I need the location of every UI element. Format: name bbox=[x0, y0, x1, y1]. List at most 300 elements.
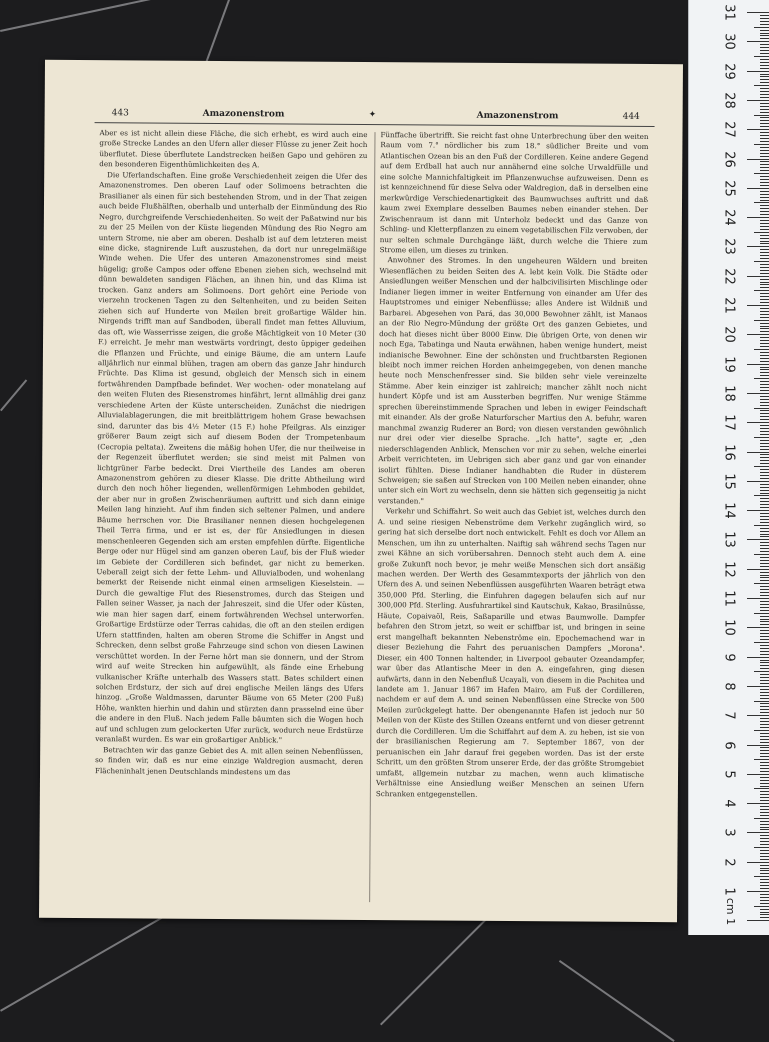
ruler-tick bbox=[760, 279, 769, 280]
ruler-number: 14 bbox=[721, 502, 737, 519]
ruler-tick bbox=[760, 241, 769, 242]
ruler-tick bbox=[760, 753, 769, 754]
ruler-tick bbox=[760, 226, 769, 227]
ruler-tick bbox=[760, 903, 769, 904]
ruler-tick bbox=[760, 308, 769, 309]
ruler-number: 21 bbox=[721, 297, 737, 314]
ruler-tick bbox=[760, 194, 769, 195]
ruler-tick bbox=[760, 572, 769, 573]
ruler-tick bbox=[760, 267, 769, 268]
ruler-tick bbox=[760, 619, 769, 620]
ruler-tick bbox=[760, 68, 769, 69]
ruler-tick bbox=[760, 616, 769, 617]
ruler-number: 25 bbox=[721, 180, 737, 197]
ruler-tick bbox=[760, 545, 769, 546]
left-text-column bbox=[94, 128, 367, 915]
ruler-tick bbox=[760, 59, 769, 60]
ruler-tick bbox=[754, 788, 769, 789]
ruler-tick bbox=[760, 182, 769, 183]
ruler-tick bbox=[747, 803, 769, 804]
ruler-tick bbox=[760, 53, 769, 54]
ruler-tick bbox=[760, 534, 769, 535]
ruler-tick bbox=[754, 730, 769, 731]
ruler-tick bbox=[760, 208, 769, 209]
ruler-tick bbox=[760, 513, 769, 514]
ruler-tick bbox=[760, 651, 769, 652]
ruler-number: 7 bbox=[721, 711, 737, 720]
ruler-number: 27 bbox=[721, 121, 737, 138]
right-running-title: Amazonenstrom bbox=[476, 110, 559, 122]
ruler-tick bbox=[760, 47, 769, 48]
paragraph: Verkehr und Schiffahrt. So weit auch das Gebiet ist, welches durch den A. und seine riesigen Nebenströme dem Verkehr zugänglich wird, so gering hat sich derselbe dort noch entwickelt. Fehlt es doch vor Allem an Menschen, um ihn zu unterhalten. Naiftig sah während sechs Tagen nur zwei Kähne an sich vorübersahren. Dennoch steht auch dem A. eine große Zukunft noch bevor, je mehr weiße Menschen sich dort ansäßig machen werden. Der Werth des Gesammtexports der jährlich von den Ufern des A. und seinen Nebenflüssen ausgeführten Waaren beträgt etwa 350,000 Pfd. Sterling, die Einfuhren dagegen belaufen sich auf nur 300,000 Pfd. Sterling. Ausfuhrartikel sind Kautschuk, Kakao, Brasilnüsse, Häute, Copaivaöl, Reis, Saßaparille und etwas Baumwolle. Dampfer befahren den Strom jetzt, so weit er schiffbar ist, und bringen in seine erst mangelhaft bekannten Nebenströme ein. Epochemachend war in dieser Beziehung die Fahrt des peruanischen Dampfers „Morona". Dieser, ein 400 Tonnen haltender, in Liverpool gebauter Ozeandampfer, war über das Atlantische Meer in den A. eingefahren, ging diesen aufwärts, dann in den Nebenfluß Ucayali, von diesem in die Pachitea und landete am 1. Januar 1867 im Hafen Mairo, am Fuß der Cordilleren, nachdem er auf dem A. und seinen Nebenflüssen eine Strecke von 500 Meilen zurückgelegt hatte. Der obengenannte Hafen ist jedoch nur 50 Meilen von der Küste des Stillen Ozeans entfernt und von dieser getrennt durch die Cordilleren. Um die Schiffahrt auf dem A. zu heben, ist sie von der brasilianischen Regierung am 7. September 1867, von der peruanischen ein Jahr darauf frei gegeben worden. Das ist der erste Schritt, um den größten Strom unserer Erde, der das größte Stromgebiet umfaßt, allgemein nutzbar zu machen, wenn auch klimatische Verhältnisse eine Ansiedlung weißer Menschen an seinen Ufern Schranken entgegenstellen. bbox=[375, 506, 646, 799]
ruler-tick bbox=[760, 326, 769, 327]
ruler-tick bbox=[760, 367, 769, 368]
ruler-tick bbox=[760, 692, 769, 693]
ruler-tick bbox=[760, 138, 769, 139]
ruler-tick bbox=[760, 475, 769, 476]
ruler-tick bbox=[760, 786, 769, 787]
ruler-tick bbox=[760, 120, 769, 121]
ruler-tick bbox=[760, 161, 769, 162]
ruler-tick bbox=[760, 457, 769, 458]
ruler-tick bbox=[754, 554, 769, 555]
ruler-tick bbox=[760, 756, 769, 757]
ruler-tick bbox=[760, 179, 769, 180]
ruler-tick bbox=[747, 100, 769, 101]
ruler-tick bbox=[760, 396, 769, 397]
ruler-tick bbox=[760, 352, 769, 353]
ruler-tick bbox=[760, 610, 769, 611]
ruler-tick bbox=[760, 621, 769, 622]
ruler-tick bbox=[760, 580, 769, 581]
ruler-tick bbox=[760, 191, 769, 192]
ruler-tick bbox=[760, 147, 769, 148]
ruler-tick bbox=[760, 841, 769, 842]
ruler-tick bbox=[760, 856, 769, 857]
ruler-tick bbox=[760, 689, 769, 690]
left-page-number: 443 bbox=[111, 108, 129, 119]
ruler-tick bbox=[760, 516, 769, 517]
ruler-tick bbox=[760, 780, 769, 781]
ruler-tick bbox=[760, 311, 769, 312]
ruler-tick bbox=[760, 117, 769, 118]
ruler-tick bbox=[760, 123, 769, 124]
ruler-tick bbox=[760, 695, 769, 696]
ruler-tick bbox=[760, 273, 769, 274]
ruler-tick bbox=[760, 255, 769, 256]
ruler-tick bbox=[760, 454, 769, 455]
header-ornament: ✦ bbox=[368, 110, 377, 121]
ruler-tick bbox=[760, 542, 769, 543]
ruler-tick bbox=[760, 410, 769, 411]
ruler-tick bbox=[760, 284, 769, 285]
marble-vein bbox=[0, 910, 174, 1012]
ruler-tick bbox=[760, 498, 769, 499]
right-text-column bbox=[375, 130, 648, 917]
ruler-number: 20 bbox=[721, 326, 737, 344]
ruler-tick bbox=[760, 425, 769, 426]
ruler-tick bbox=[760, 428, 769, 429]
ruler-tick bbox=[760, 323, 769, 324]
ruler-tick bbox=[754, 261, 769, 262]
ruler-tick bbox=[760, 220, 769, 221]
ruler-tick bbox=[760, 384, 769, 385]
ruler-tick bbox=[760, 65, 769, 66]
ruler-number: 10 bbox=[721, 619, 737, 637]
ruler-tick bbox=[747, 393, 769, 394]
ruler-tick bbox=[760, 79, 769, 80]
ruler-tick bbox=[760, 446, 769, 447]
ruler-tick bbox=[760, 551, 769, 552]
ruler-tick bbox=[754, 437, 769, 438]
ruler-tick bbox=[760, 706, 769, 707]
ruler-tick bbox=[760, 879, 769, 880]
ruler-number: 12 bbox=[721, 560, 737, 578]
ruler-number: 6 bbox=[721, 740, 737, 750]
ruler-tick bbox=[760, 487, 769, 488]
ruler-tick bbox=[760, 648, 769, 649]
ruler-tick bbox=[760, 698, 769, 699]
ruler-tick bbox=[747, 832, 769, 833]
ruler-tick bbox=[760, 882, 769, 883]
ruler-tick bbox=[747, 774, 769, 775]
ruler-tick bbox=[760, 844, 769, 845]
ruler-tick bbox=[760, 214, 769, 215]
ruler-tick bbox=[760, 885, 769, 886]
ruler-tick bbox=[754, 56, 769, 57]
ruler-tick bbox=[754, 320, 769, 321]
ruler-tick bbox=[760, 296, 769, 297]
ruler-tick bbox=[760, 633, 769, 634]
ruler-tick bbox=[760, 440, 769, 441]
ruler-tick bbox=[754, 85, 769, 86]
ruler-tick bbox=[760, 170, 769, 171]
ruler-tick bbox=[760, 82, 769, 83]
ruler-tick bbox=[754, 408, 769, 409]
ruler-tick bbox=[760, 478, 769, 479]
ruler-tick bbox=[760, 355, 769, 356]
ruler-unit-label: cm 1 bbox=[724, 897, 738, 926]
ruler-tick bbox=[760, 413, 769, 414]
ruler-tick bbox=[760, 727, 769, 728]
ruler-number: 17 bbox=[721, 414, 737, 431]
ruler-tick bbox=[760, 76, 769, 77]
ruler-tick bbox=[754, 202, 769, 203]
ruler-tick bbox=[747, 305, 769, 306]
ruler-tick bbox=[760, 197, 769, 198]
ruler-number: 5 bbox=[721, 770, 737, 779]
ruler-tick bbox=[760, 469, 769, 470]
ruler-tick bbox=[760, 747, 769, 748]
ruler-tick bbox=[760, 783, 769, 784]
ruler-tick bbox=[747, 510, 769, 511]
ruler-tick bbox=[760, 176, 769, 177]
ruler-tick bbox=[760, 724, 769, 725]
ruler-tick bbox=[760, 431, 769, 432]
ruler-tick bbox=[754, 759, 769, 760]
ruler-tick bbox=[754, 906, 769, 907]
ruler-tick bbox=[760, 709, 769, 710]
ruler-tick bbox=[760, 328, 769, 329]
ruler-tick bbox=[760, 592, 769, 593]
ruler-tick bbox=[754, 466, 769, 467]
ruler-tick bbox=[754, 144, 769, 145]
ruler-tick bbox=[754, 349, 769, 350]
ruler-tick bbox=[760, 838, 769, 839]
ruler-tick bbox=[747, 481, 769, 482]
ruler-number: 23 bbox=[721, 238, 737, 256]
ruler-tick bbox=[760, 252, 769, 253]
ruler-tick bbox=[760, 853, 769, 854]
ruler-tick bbox=[760, 639, 769, 640]
ruler-tick bbox=[747, 627, 769, 628]
column-divider bbox=[369, 132, 375, 902]
ruler-tick bbox=[760, 361, 769, 362]
ruler-tick bbox=[747, 12, 769, 13]
ruler-tick bbox=[760, 150, 769, 151]
ruler-tick bbox=[760, 387, 769, 388]
ruler-tick bbox=[760, 712, 769, 713]
ruler-tick bbox=[760, 416, 769, 417]
ruler-number: 31 bbox=[721, 4, 737, 21]
ruler-tick bbox=[760, 859, 769, 860]
ruler-tick bbox=[760, 630, 769, 631]
ruler-tick bbox=[760, 531, 769, 532]
ruler-tick bbox=[760, 607, 769, 608]
ruler-tick bbox=[760, 575, 769, 576]
ruler-tick bbox=[760, 604, 769, 605]
ruler-tick bbox=[747, 920, 769, 921]
ruler-tick bbox=[754, 583, 769, 584]
ruler-number: 1 bbox=[721, 887, 737, 896]
ruler-tick bbox=[760, 302, 769, 303]
ruler-tick bbox=[747, 686, 769, 687]
ruler-tick bbox=[760, 38, 769, 39]
ruler-tick bbox=[747, 217, 769, 218]
ruler-tick bbox=[760, 375, 769, 376]
ruler-tick bbox=[754, 232, 769, 233]
ruler-tick bbox=[754, 701, 769, 702]
ruler-tick bbox=[760, 914, 769, 915]
ruler-tick bbox=[760, 835, 769, 836]
ruler-tick bbox=[760, 33, 769, 34]
ruler-tick bbox=[760, 44, 769, 45]
ruler-number: 22 bbox=[721, 267, 737, 285]
ruler-tick bbox=[760, 463, 769, 464]
paragraph: Anwohner des Stromes. In den ungeheuren Wäldern und breiten Wiesenflächen zu beiden Seiten des A. lebt kein Volk. Die Städte oder Ansiedlungen weißer Menschen und der halbcivilisirten Mischlinge oder Indianer liegen immer in weiter Entfernung von einander am Ufer des Hauptstromes und einiger Nebenflüsse; alles Andere ist Wildniß und Barbarei. Abgesehen von Pará, das 30,000 Bewohner zählt, ist Manaos an der Rio Negro-Mündung der größte Ort des ganzen Gebietes, und doch hat dieses nicht über 8000 Einw. Die übrigen Orte, von denen wir noch Ega, Tabatinga und Nauta erwähnen, haben wenige hundert, meist indianische Bewohner. Eine der schönsten und fruchtbarsten Regionen bleibt noch immer reichen Horden anheimgegeben, von denen manche heute noch Menschenfresser sind. Sie bilden sehr viele vereinzelte Stämme. Aber kein einziger ist zahlreich; mancher zählt noch nicht hundert Köpfe und ist am Aussterben begriffen. Nur wenige Stämme sprechen übereinstimmende Sprachen und leben in ewiger Feindschaft mit einander. Als der große Naturforscher Martius den A. befuhr, waren manchmal zwanzig Ruderer an Bord; von diesen verstanden gewöhnlich nur drei oder vier dieselbe Sprache. „Ich hatte", sagte er, „den niederschlagenden Anblick, Menschen vor mir zu sehen, welche einerlei Arbeit verrichteten, im Uebrigen sich aber ganz und gar von einander isolirt fühlten. Diese Indianer handhabten die Ruder in düsterem Schweigen; sie saßen auf Strecken von 100 Meilen neben einander, ohne unter sich ein Wort zu wechseln, denn sie hätten sich gegenseitig ja nicht verstanden." bbox=[377, 255, 648, 506]
ruler-tick bbox=[760, 548, 769, 549]
ruler-tick bbox=[760, 718, 769, 719]
ruler-tick bbox=[760, 211, 769, 212]
ruler-tick bbox=[760, 806, 769, 807]
ruler-tick bbox=[760, 24, 769, 25]
ruler-tick bbox=[760, 654, 769, 655]
ruler-tick bbox=[760, 827, 769, 828]
ruler-tick bbox=[760, 106, 769, 107]
ruler-tick bbox=[760, 493, 769, 494]
ruler-tick bbox=[760, 589, 769, 590]
ruler-tick bbox=[754, 290, 769, 291]
ruler-number: 3 bbox=[721, 828, 737, 838]
ruler-tick bbox=[760, 519, 769, 520]
ruler-tick bbox=[754, 115, 769, 116]
ruler-tick bbox=[760, 917, 769, 918]
ruler-tick bbox=[760, 235, 769, 236]
ruler-tick bbox=[760, 865, 769, 866]
ruler-tick bbox=[760, 504, 769, 505]
ruler-tick bbox=[760, 18, 769, 19]
ruler-tick bbox=[760, 536, 769, 537]
ruler-tick bbox=[760, 15, 769, 16]
ruler-tick bbox=[760, 501, 769, 502]
ruler-tick bbox=[747, 41, 769, 42]
ruler-tick bbox=[760, 381, 769, 382]
ruler-tick bbox=[760, 528, 769, 529]
ruler-tick bbox=[747, 745, 769, 746]
ruler-tick bbox=[760, 282, 769, 283]
ruler-tick bbox=[747, 862, 769, 863]
ruler-tick bbox=[760, 683, 769, 684]
ruler-tick bbox=[760, 824, 769, 825]
ruler-tick bbox=[760, 340, 769, 341]
ruler-tick bbox=[760, 200, 769, 201]
paragraph: Die Uferlandschaften. Eine große Verschiedenheit zeigen die Ufer des Amazonenstromes. Den oberen Lauf oder Solimoens betrachten die Brasilianer als einen für sich bestehenden Strom, und in der That zeigen auch beide Flußhälften, oberhalb und unterhalb der Einmündung des Rio Negro, durchgreifende Verschiedenheiten. So weit der Paßatwind nur bis zu der 25 Meilen von der Küste liegenden Mündung des Rio Negro am untern Strome, nie aber am oberen. Deshalb ist auf dem letzteren meist eine dicke, stagnirende Luft auszustehen, da dort nur unregelmäßige Winde wehen. Die Ufer des unteren Amazonenstromes sind meist hügelig; große Campos oder offene Ebenen ziehen sich, wechselnd mit dünn bewaldeten sandigen Flächen, an ihnen hin, und das Klima ist trocken. Ganz anders am Solimoens. Dort gehört eine Periode von vierzehn trockenen Tagen zu den Seltenheiten, und zu beiden Seiten ziehen sich auf Hunderte von Meilen breit großartige Wälder hin. Nirgends trifft man auf Sandboden, überall findet man fettes Alluvium, das oft, wie Wasserrisse zeigen, die große Mächtigkeit von 10 Meter (30 F.) erreicht. Je mehr man westwärts vordringt, desto üppiger gedeihen die Pflanzen und Früchte, und einige Bäume, die am untern Laufe alljährlich nur einmal blühen, tragen am obern das ganze Jahr hindurch Früchte. Das Klima ist gesund, obgleich der Mensch sich in einem fortwährenden Dampfbade befindet. Wer wochen- oder monatelang auf den weiten Fluten des Riesenstromes hinfährt, lernt allmählig drei ganz verschiedene Arten der Küste unterscheiden. Zunächst die niedrigen Alluvialablagerungen, die mit breitblättrigem hohem Grase bewachsen sind, darunter das bis 4½ Meter (15 F.) hohe Pfeilgras. Als einziger größerer Baum zeigt sich auf diesem Boden der Trompetenbaum (Cecropia peltata). Zweitens die mäßig hohen Ufer, die nur theilweise in der Regenzeit überflutet werden; sie sind meist mit Palmen von lichtgrüner Farbe bedeckt. Drei Viertheile des Landes am oberen Amazonenstrom gehören zu dieser Klasse. Die dritte Abtheilung wird durch den noch höher liegenden, wellenförmigen Lehmboden gebildet, der aber nur in großen Zwischenräumen auftritt und sich dann einige Meilen lang hinzieht. Auf ihm finden sich seltener Palmen, und andere Bäume herrschen vor. Die Brasilianer nennen diesen hochgelegenen Theil Terra firma, und er ist es, der für Ansiedlungen in diesen menschenleeren Gegenden sich am ersten empfehlen dürfte. Eigentliche Berge oder nur Hügel sind am ganzen oberen Lauf, bis der Fluß wieder im Gebiete der Cordilleren sich befindet, gar nicht zu bemerken. Ueberall zeigt sich der fette Lehm- und Alluvialboden, und wohenlang bemerkt der Reisende nicht einmal einen armseligen Kieselstein. — Durch die gewaltige Flut des Riesenstromes, durch das Steigen und Fallen seiner Wasser, ja nach der Jahreszeit, sind die Ufer oder Küsten, wie man hier sagen darf, einem fortwährenden Wechsel unterworfen. Großartige Erdstürze oder Terras cahidas, die oft an den steilen erdigen Ufern stattfinden, halten am oberen Strome die Schiffer in Angst und Schrecken, denn selbst große Fahrzeuge sind schon von diesen Lawinen verschüttet worden. In der Ferne hört man sie donnern, und der Strom wird auf weite Strecken hin aufgewühlt, als fände eine Erhebung vulkanischer Kräfte unterhalb des Wassers statt. Bates schildert einen solchen Erdsturz, der sich auf drei englische Meilen längs des Ufers hinzog. „Große Waldmassen, darunter Bäume von 65 Meter (200 Fuß) Höhe, wankten hierhin und dahin und stürzten dann prasselnd eine über die andere in den Fluß. Nach jedem Falle bäumten sich die Wogen hoch auf und schlugen zum gelockerten Ufer zurück, wodurch neue Erdstürze veranlaßt wurden. Es war ein großartiger Anblick." bbox=[95, 170, 368, 745]
ruler-tick bbox=[760, 507, 769, 508]
ruler-tick bbox=[760, 794, 769, 795]
ruler-tick bbox=[760, 703, 769, 704]
ruler-tick bbox=[754, 847, 769, 848]
ruler-tick bbox=[747, 71, 769, 72]
marble-vein bbox=[380, 911, 495, 1026]
ruler-tick bbox=[754, 818, 769, 819]
ruler-tick bbox=[760, 677, 769, 678]
ruler-tick bbox=[760, 369, 769, 370]
ruler-tick bbox=[747, 715, 769, 716]
ruler-tick bbox=[754, 173, 769, 174]
ruler-tick bbox=[760, 88, 769, 89]
ruler-tick bbox=[760, 733, 769, 734]
measuring-ruler bbox=[688, 0, 769, 935]
ruler-number: 9 bbox=[721, 652, 737, 662]
ruler-number: 19 bbox=[721, 355, 737, 373]
ruler-tick bbox=[760, 577, 769, 578]
ruler-tick bbox=[760, 601, 769, 602]
ruler-tick bbox=[747, 657, 769, 658]
ruler-tick bbox=[760, 135, 769, 136]
ruler-tick bbox=[760, 293, 769, 294]
ruler-tick bbox=[760, 870, 769, 871]
ruler-tick bbox=[754, 613, 769, 614]
ruler-tick bbox=[760, 229, 769, 230]
ruler-tick bbox=[760, 402, 769, 403]
ruler-tick bbox=[760, 586, 769, 587]
ruler-tick bbox=[747, 246, 769, 247]
paragraph: Fünffache übertrifft. Sie reicht fast ohne Unterbrechung über den weiten Raum vom 7.° nördlicher bis zum 18.° südlicher Breite und vom Atlantischen Ozean bis an den Fuß der Cordilleren. Keine andere Gegend auf dem Erdball hat auch nur annähernd eine solche Urwaldfülle und eine solche Mannichfaltigkeit im Pflanzenwuchse aufzuweisen. Denn es ist kennzeichnend für diese Selva oder Waldregion, daß in derselben eine merkwürdige Verschiedenartigkeit des Baumwuchses auftritt und daß kaum zwei Exemplare desselben Baumes neben einander stehen. Der Zwischenraum ist dann mit Unterholz bedeckt und das Ganze von Schling- und Kletterpflanzen zu einem vegetabilischen Filz verwoben, der nur selten schmale Durchgänge läßt, durch welche die Thiere zum Strome eilen, um dieses zu trinken. bbox=[379, 130, 649, 256]
ruler-tick bbox=[760, 153, 769, 154]
ruler-tick bbox=[760, 472, 769, 473]
ruler-tick bbox=[747, 598, 769, 599]
ruler-tick bbox=[760, 299, 769, 300]
ruler-tick bbox=[760, 821, 769, 822]
ruler-tick bbox=[760, 665, 769, 666]
ruler-tick bbox=[760, 645, 769, 646]
ruler-tick bbox=[760, 490, 769, 491]
ruler-tick bbox=[760, 35, 769, 36]
ruler-tick bbox=[760, 812, 769, 813]
marble-vein bbox=[0, 379, 27, 411]
ruler-tick bbox=[754, 642, 769, 643]
ruler-tick bbox=[760, 94, 769, 95]
ruler-tick bbox=[760, 624, 769, 625]
ruler-tick bbox=[760, 868, 769, 869]
ruler-number: 11 bbox=[721, 590, 737, 607]
ruler-tick bbox=[760, 595, 769, 596]
ruler-tick bbox=[760, 566, 769, 567]
ruler-tick bbox=[760, 909, 769, 910]
ruler-tick bbox=[760, 205, 769, 206]
ruler-tick bbox=[760, 894, 769, 895]
ruler-tick bbox=[760, 317, 769, 318]
ruler-tick bbox=[760, 484, 769, 485]
ruler-tick bbox=[760, 62, 769, 63]
ruler-tick bbox=[760, 557, 769, 558]
paragraph: Betrachten wir das ganze Gebiet des A. mit allen seinen Nebenflüssen, so finden wir, daß es nur eine einzige Waldregion ausmacht, deren Flächeninhalt jenen Deutschlands mindestens um das bbox=[95, 744, 364, 777]
ruler-tick bbox=[760, 74, 769, 75]
ruler-number: 29 bbox=[721, 62, 737, 80]
ruler-number: 15 bbox=[721, 473, 737, 490]
ruler-tick bbox=[760, 563, 769, 564]
ruler-tick bbox=[760, 164, 769, 165]
ruler-tick bbox=[760, 223, 769, 224]
ruler-tick bbox=[760, 815, 769, 816]
ruler-tick bbox=[760, 434, 769, 435]
ruler-tick bbox=[760, 460, 769, 461]
ruler-tick bbox=[760, 680, 769, 681]
ruler-tick bbox=[760, 270, 769, 271]
ruler-tick bbox=[760, 791, 769, 792]
ruler-tick bbox=[760, 768, 769, 769]
ruler-tick bbox=[747, 569, 769, 570]
right-page-number: 444 bbox=[622, 111, 640, 122]
ruler-tick bbox=[760, 739, 769, 740]
ruler-tick bbox=[754, 27, 769, 28]
ruler-tick bbox=[760, 358, 769, 359]
ruler-tick bbox=[760, 765, 769, 766]
ruler-tick bbox=[760, 21, 769, 22]
ruler-number: 16 bbox=[721, 443, 737, 461]
marble-vein bbox=[0, 0, 255, 32]
ruler-tick bbox=[760, 109, 769, 110]
ruler-tick bbox=[760, 287, 769, 288]
ruler-tick bbox=[747, 188, 769, 189]
ruler-tick bbox=[754, 495, 769, 496]
ruler-tick bbox=[754, 525, 769, 526]
ruler-tick bbox=[760, 399, 769, 400]
ruler-tick bbox=[747, 159, 769, 160]
ruler-tick bbox=[760, 850, 769, 851]
ruler-number: 8 bbox=[721, 682, 737, 691]
ruler-tick bbox=[760, 829, 769, 830]
ruler-tick bbox=[760, 797, 769, 798]
ruler-tick bbox=[760, 636, 769, 637]
ruler-tick bbox=[760, 777, 769, 778]
ruler-tick bbox=[760, 314, 769, 315]
ruler-tick bbox=[760, 560, 769, 561]
ruler-tick bbox=[760, 662, 769, 663]
ruler-tick bbox=[760, 900, 769, 901]
ruler-tick bbox=[760, 912, 769, 913]
ruler-tick bbox=[760, 419, 769, 420]
